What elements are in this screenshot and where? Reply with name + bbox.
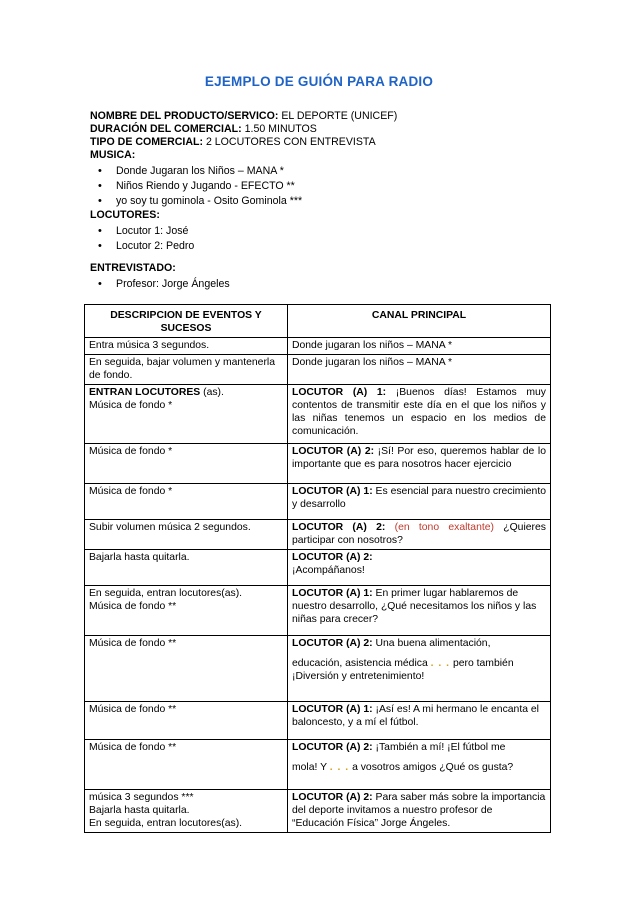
cell-event: En seguida, entran locutores(as). Música de fondo **	[85, 586, 288, 636]
metadata-block	[90, 110, 397, 209]
header-canal: CANAL PRINCIPAL	[288, 305, 551, 338]
cell-channel: LOCUTOR (A) 2: Para saber más sobre la importancia del deporte invitamos a nuestro profesor de “Educación Física” Jorge Ángeles.	[288, 790, 551, 833]
cell-event: ENTRAN LOCUTORES (as). Música de fondo *	[85, 385, 288, 444]
list-item: • Niños Riendo y Jugando - EFECTO **	[116, 179, 397, 194]
cell-channel: LOCUTOR (A) 1: ¡Buenos días! Estamos muy contentos de transmitir este día en el que los niños y las niñas tenemos un espacio en los medios de comunicación.	[288, 385, 551, 444]
cell-channel: LOCUTOR (A) 1: Es esencial para nuestro crecimiento y desarrollo	[288, 484, 551, 520]
tipo-label: TIPO DE COMERCIAL:	[90, 136, 203, 148]
list-item: • Locutor 1: José	[116, 224, 194, 239]
table-row	[85, 355, 551, 385]
cell-channel: Donde jugaran los niños – MANA *	[288, 355, 551, 385]
locutores-label: LOCUTORES:	[90, 209, 160, 221]
list-item: • yo soy tu gominola - Osito Gominola ***	[116, 194, 397, 209]
table-row	[85, 484, 551, 520]
table-row	[85, 790, 551, 833]
musica-list	[90, 164, 397, 209]
cell-event: música 3 segundos *** Bajarla hasta quitarla. En seguida, entran locutores(as).	[85, 790, 288, 833]
table-row	[85, 338, 551, 355]
cell-channel: LOCUTOR (A) 2: (en tono exaltante) ¿Quieres participar con nosotros?	[288, 520, 551, 550]
cell-event: Bajarla hasta quitarla.	[85, 550, 288, 586]
cell-channel: LOCUTOR (A) 2: ¡También a mí! ¡El fútbol me mola! Y . . . a vosotros amigos ¿Qué os gusta?	[288, 740, 551, 790]
cell-event: Música de fondo *	[85, 484, 288, 520]
producto-value: EL DEPORTE (UNICEF)	[281, 110, 398, 122]
list-item: • Profesor: Jorge Ángeles	[116, 277, 230, 292]
table-row	[85, 702, 551, 740]
musica-label: MUSICA:	[90, 149, 136, 161]
document-title: EJEMPLO DE GUIÓN PARA RADIO	[204, 74, 434, 89]
table-row	[85, 586, 551, 636]
table-row	[85, 740, 551, 790]
cell-channel: LOCUTOR (A) 2: Una buena alimentación, educación, asistencia médica . . . pero también ¡Diversión y entretenimiento!	[288, 636, 551, 702]
cell-event: Música de fondo **	[85, 702, 288, 740]
table-row	[85, 520, 551, 550]
entrevistado-label: ENTREVISTADO:	[90, 262, 176, 274]
producto-label: NOMBRE DEL PRODUCTO/SERVICO:	[90, 110, 279, 122]
table-row	[85, 636, 551, 702]
cell-event: Música de fondo **	[85, 636, 288, 702]
duracion-label: DURACIÓN DEL COMERCIAL:	[90, 123, 242, 135]
cell-event: Música de fondo *	[85, 444, 288, 484]
list-item: • Donde Jugaran los Niños – MANA *	[116, 164, 397, 179]
entrevistado-section	[90, 262, 230, 292]
duracion-value: 1.50 MINUTOS	[244, 123, 317, 135]
cell-channel: LOCUTOR (A) 2: ¡Sí! Por eso, queremos hablar de lo importante que es para nosotros hacer ejercicio	[288, 444, 551, 484]
header-eventos: DESCRIPCION DE EVENTOS Y SUCESOS	[85, 305, 288, 338]
cell-channel: Donde jugaran los niños – MANA *	[288, 338, 551, 355]
cell-event: Subir volumen música 2 segundos.	[85, 520, 288, 550]
table-row	[85, 385, 551, 444]
cell-event: Música de fondo **	[85, 740, 288, 790]
table-row	[85, 550, 551, 586]
tipo-value: 2 LOCUTORES CON ENTREVISTA	[205, 136, 376, 148]
cell-channel: LOCUTOR (A) 1: En primer lugar hablaremos de nuestro desarrollo, ¿Qué necesitamos los niños y las niñas para crecer?	[288, 586, 551, 636]
list-item: • Locutor 2: Pedro	[116, 239, 194, 254]
cell-channel: LOCUTOR (A) 2: ¡Acompáñanos!	[288, 550, 551, 586]
table-row	[85, 444, 551, 484]
locutores-section	[90, 209, 194, 254]
script-table	[84, 304, 551, 833]
cell-event: En seguida, bajar volumen y mantenerla de fondo.	[85, 355, 288, 385]
table-header-row	[85, 305, 551, 338]
cell-event: Entra música 3 segundos.	[85, 338, 288, 355]
cell-channel: LOCUTOR (A) 1: ¡Así es! A mi hermano le encanta el baloncesto, y a mí el fútbol.	[288, 702, 551, 740]
